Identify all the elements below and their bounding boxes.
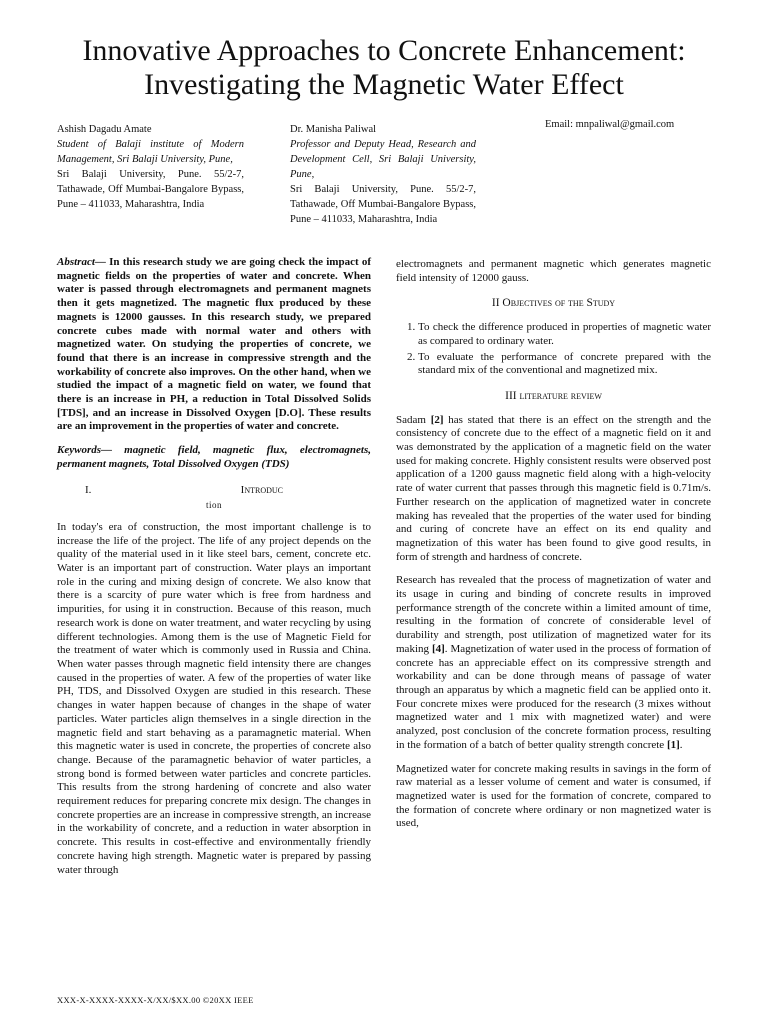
email-text: Email: mnpaliwal@gmail.com xyxy=(545,119,675,130)
section-heading-literature-review: III literature review xyxy=(505,389,602,402)
author-name: Dr. Manisha Paliwal xyxy=(290,124,377,135)
citation: [1] xyxy=(666,738,680,751)
paper-title xyxy=(40,34,728,102)
section-heading-introduction xyxy=(57,484,371,498)
author-block-1 xyxy=(57,122,244,212)
literature-paragraph-2 xyxy=(396,574,711,752)
introduction-body: In today's era of construction, the most important challenge is to increase the life of the project. The life of any project depends on the quality of the material used in it like steel bars, cement, concrete etc. Water is an important part of construction. Water plays an important role in the curing and mixing design of concrete. We also know that there is a scarcity of pure water which is free from hardness and impurities, for using it in construction. Because of this reason, much research work is done on water treatment, and water recycling by using different technologies. Among them is the use of Magnetic Field for the treatment of water which is commonly used in Russia and China. When water passes through magnetic field intensity there are changes caused in the properties of water. A few of the properties of water like PH, TDS, and Dissolved Oxygen are studied in this research. These changes in water happen because of changes in the shape of water particles. Water particles align themselves in a single direction in the magnetic field and start behaving as a paramagnetic material. When this magnetic water is used in concrete, the properties of concrete also change. Because of the paramagnetic behavior of water particles, a strong bond is formed between water particles and concrete particles. This results from the strong hardening of concrete and also water requirement reduces for preparing concrete mix design. The changes in concrete properties are an increase in compressive strength, an increase in the workability of concrete, and a reduction in water absorption in concrete. This results in cost-effective and environmentally friendly concrete having high strength. Magnetic water is prepared by passing water through xyxy=(57,520,371,876)
intro-continued: electromagnets and permanent magnetic which generates magnetic field intensity of 12000 gauss. xyxy=(396,258,711,284)
author-address: Sri Balaji University, Pune. 55/2-7, Tathawade, Off Mumbai-Bangalore Bypass, Pune – 411033, Maharashtra, India xyxy=(57,169,244,210)
abstract-body: In this research study we are going check the impact of magnetic fields on the properties of water and concrete. When water is passed through electromagnets and permanent magnets then it gets magnetized. The magnetic flux produced by these magnets is 12000 gausses. In this research study, we prepared concrete cubes made with normal water and others with magnetized water. On studying the properties of concrete, we found that there is an increase in compressive strength and the workability of concrete also improves. On the other hand, when we studied the impact of a magnetic field on water, we found that there is an increase in PH, a reduction in Total Dissolved Solids [TDS], and an increase in Dissolved Oxygen [D.O]. These results are an improvement in the properties of water and concrete. xyxy=(57,256,371,433)
author-role: Student of Balaji institute of Modern Management, Sri Balaji University, Pune, xyxy=(57,139,244,165)
section-title: Introduc xyxy=(240,483,283,496)
section-heading-objectives: II Objectives of the Study xyxy=(491,297,616,310)
section-title-wrap: tion xyxy=(205,500,222,511)
left-column xyxy=(57,256,371,877)
author-email xyxy=(545,117,745,132)
text-run: has stated that there is an effect on the strength and the consistency of concrete due to the effect of a magnetic field on it and was demonstrated by the application of a magnetic field on the water used for making concrete. Highly consistent results were observed post application of a 1200 gauss magnetic field along with a high-velocity rate of water current that passes through this magnetic field is 0.71m/s. Further research on the application of magnetized water in concrete making has revealed that the properties of the water used for binding and curing of concrete have an effect on its end quality and magnetization of this water has been found to give good results, in form of strength and hardness of concrete. xyxy=(396,413,711,563)
text-run: . Magnetization of water used in the process of formation of concrete has an appreciable effect on its compressive strength and workability and can be done through means of passage of water through an apparatus by which a magnetic field can be applied onto it. Four concrete mixes were produced for the research (3 mixes without magnetized water and 1 mix with magnetized water) and were analyzed, post conclusion of the concrete formation process, resulting in the formation of a batch of better quality strength concrete xyxy=(396,642,711,751)
objectives-list xyxy=(396,321,711,378)
literature-paragraph-3: Magnetized water for concrete making results in savings in the form of raw material as a lesser volume of cement and water is consumed, if magnetized water is used for the formation of concrete, compared to the formation of concrete where ordinary or non magnetized water is used, xyxy=(396,762,711,830)
abstract xyxy=(57,256,371,434)
literature-paragraph-1 xyxy=(396,414,711,565)
author-role: Professor and Deputy Head, Research and Development Cell, Sri Balaji University, Pune, xyxy=(290,139,476,180)
abstract-lead: Abstract— xyxy=(57,256,106,268)
list-item: 1. To check the difference produced in properties of magnetic water as compared to ordinary water. xyxy=(418,321,711,348)
author-block-2 xyxy=(290,122,476,227)
text-run: Sadam xyxy=(396,413,431,426)
keywords: Keywords— magnetic field, magnetic flux, electromagnets, permanent magnets, Total Dissolved Oxygen (TDS) xyxy=(57,444,371,470)
citation: [4] xyxy=(431,642,445,655)
footer-copyright: XXX-X-XXXX-XXXX-X/XX/$XX.00 ©20XX IEEE xyxy=(57,995,254,1005)
author-address: Sri Balaji University, Pune. 55/2-7, Tathawade, Off Mumbai-Bangalore Bypass, Pune – 411033, Maharashtra, India xyxy=(290,184,476,225)
list-item: 2. To evaluate the performance of concrete prepared with the standard mix of the conventional and magnetized mix. xyxy=(418,351,711,378)
citation: [2] xyxy=(430,413,444,426)
title-line-2: Investigating the Magnetic Water Effect xyxy=(144,68,624,101)
text-run: . xyxy=(679,738,683,751)
section-number: I. xyxy=(85,483,92,496)
text-run: Research has revealed that the process of magnetization of water and its usage in curing and binding of concrete results in improved performance strength of the concrete within a limited amount of time, resulting in the formation of concrete of considerable level of durability and strength, post utilization of magnetized water for its making xyxy=(396,574,711,655)
right-column xyxy=(396,258,711,831)
author-name: Ashish Dagadu Amate xyxy=(57,124,152,135)
title-line-1: Innovative Approaches to Concrete Enhancement: xyxy=(82,34,686,67)
